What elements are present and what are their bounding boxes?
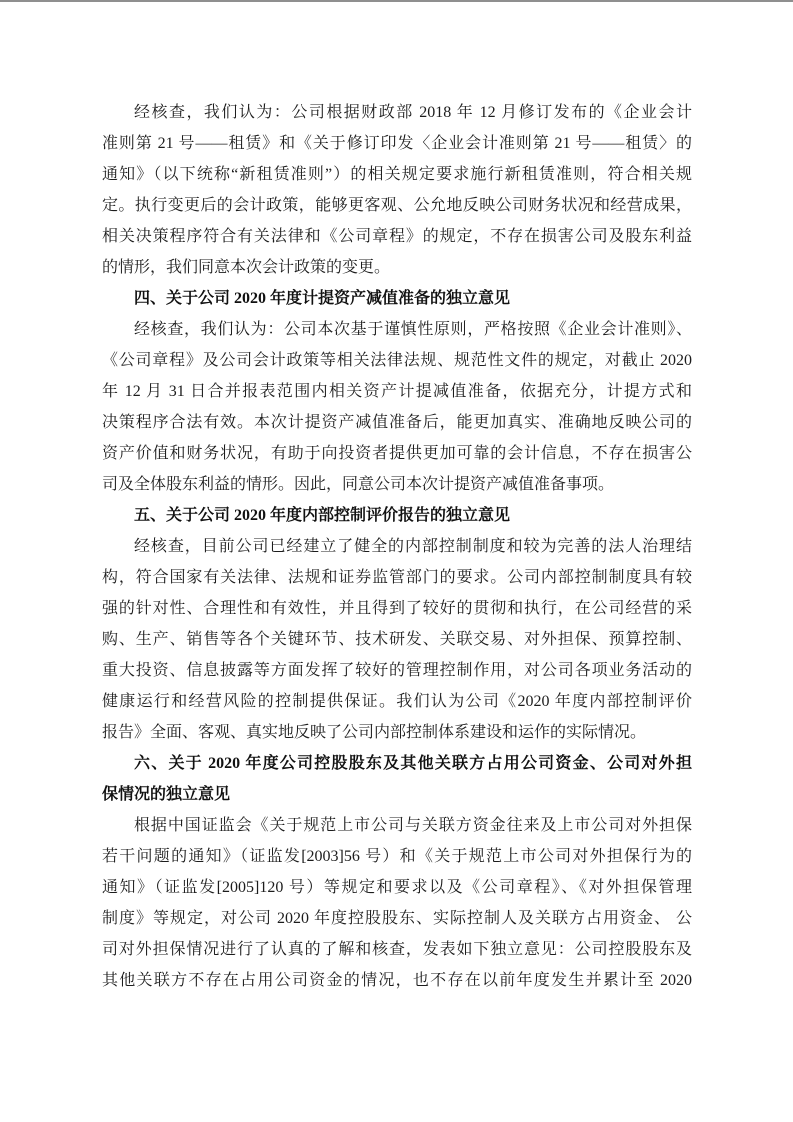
accounting-policy-change-opinion-body-line: 经核查，我们认为：公司根据财政部 2018 年 12 月修订发布的《企业会计 — [134, 104, 692, 121]
section-5-body-line: 重大投资、信息披露等方面发挥了较好的管理控制作用，对公司各项业务活动的 — [102, 662, 692, 679]
section-5-body-line: 强的针对性、合理性和有效性，并且得到了较好的贯彻和执行，在公司经营的采 — [102, 600, 692, 617]
section-4-body — [102, 314, 692, 500]
section-6-heading — [102, 748, 692, 810]
section-5-body-line: 构，符合国家有关法律、法规和证券监管部门的要求。公司内部控制制度具有较 — [102, 569, 692, 586]
section-4-body-line: 经核查，我们认为：公司本次基于谨慎性原则，严格按照《企业会计准则》、 — [134, 321, 692, 338]
section-5-body — [102, 531, 692, 748]
section-4-heading-line: 四、关于公司 2020 年度计提资产减值准备的独立意见 — [134, 290, 511, 307]
section-5-body-line: 购、生产、销售等各个关键环节、技术研发、关联交易、对外担保、预算控制、 — [102, 631, 692, 648]
section-4-body-line: 资产价值和财务状况，有助于向投资者提供更加可靠的会计信息，不存在损害公 — [102, 445, 692, 462]
scan-edge-artifact — [0, 0, 793, 2]
accounting-policy-change-opinion-body — [102, 97, 692, 283]
section-6-body-line: 其他关联方不存在占用公司资金的情况，也不存在以前年度发生并累计至 2020 — [102, 972, 692, 989]
accounting-policy-change-opinion-body-line: 通知》（以下统称“新租赁准则”）的相关规定要求施行新租赁准则，符合相关规 — [102, 166, 692, 183]
section-4-heading — [102, 283, 692, 314]
section-4-body-line: 司及全体股东利益的情形。因此，同意公司本次计提资产减值准备事项。 — [102, 476, 615, 493]
accounting-policy-change-opinion-body-line: 准则第 21 号——租赁》和《关于修订印发〈企业会计准则第 21 号——租赁〉的 — [102, 135, 692, 152]
section-5-body-line: 健康运行和经营风险的控制提供保证。我们认为公司《2020 年度内部控制评价 — [102, 693, 692, 710]
section-4-body-line: 《公司章程》及公司会计政策等相关法律法规、规范性文件的规定，对截止 2020 — [102, 352, 692, 369]
section-5-body-line: 经核查，目前公司已经建立了健全的内部控制制度和较为完善的法人治理结 — [134, 538, 692, 555]
section-5-heading — [102, 500, 692, 531]
section-5-heading-line: 五、关于公司 2020 年度内部控制评价报告的独立意见 — [134, 507, 511, 524]
section-6-heading-line: 六、关于 2020 年度公司控股股东及其他关联方占用公司资金、公司对外担 — [134, 755, 692, 772]
section-6-body-line: 制度》等规定，对公司 2020 年度控股股东、实际控制人及关联方占用资金、 公 — [102, 910, 692, 927]
section-6-body-line: 根据中国证监会《关于规范上市公司与关联方资金往来及上市公司对外担保 — [134, 817, 692, 834]
section-6-body-line: 通知》（证监发[2005]120 号）等规定和要求以及《公司章程》、《对外担保管理 — [102, 879, 692, 896]
page-text-content — [102, 97, 692, 996]
section-6-body-line: 若干问题的通知》（证监发[2003]56 号）和《关于规范上市公司对外担保行为的 — [102, 848, 692, 865]
section-6-heading-line: 保情况的独立意见 — [102, 786, 231, 803]
accounting-policy-change-opinion-body-line: 定。执行变更后的会计政策，能够更客观、公允地反映公司财务状况和经营成果， — [102, 197, 692, 214]
section-4-body-line: 决策程序合法有效。本次计提资产减值准备后，能更加真实、准确地反映公司的 — [102, 414, 692, 431]
section-4-body-line: 年 12 月 31 日合并报表范围内相关资产计提减值准备，依据充分，计提方式和 — [102, 383, 692, 400]
accounting-policy-change-opinion-body-line: 的情形，我们同意本次会计政策的变更。 — [102, 259, 391, 276]
section-6-body — [102, 810, 692, 996]
section-5-body-line: 报告》全面、客观、真实地反映了公司内部控制体系建设和运作的实际情况。 — [102, 724, 647, 741]
accounting-policy-change-opinion-body-line: 相关决策程序符合有关法律和《公司章程》的规定，不存在损害公司及股东利益 — [102, 228, 692, 245]
section-6-body-line: 司对外担保情况进行了认真的了解和核查，发表如下独立意见：公司控股股东及 — [102, 941, 692, 958]
